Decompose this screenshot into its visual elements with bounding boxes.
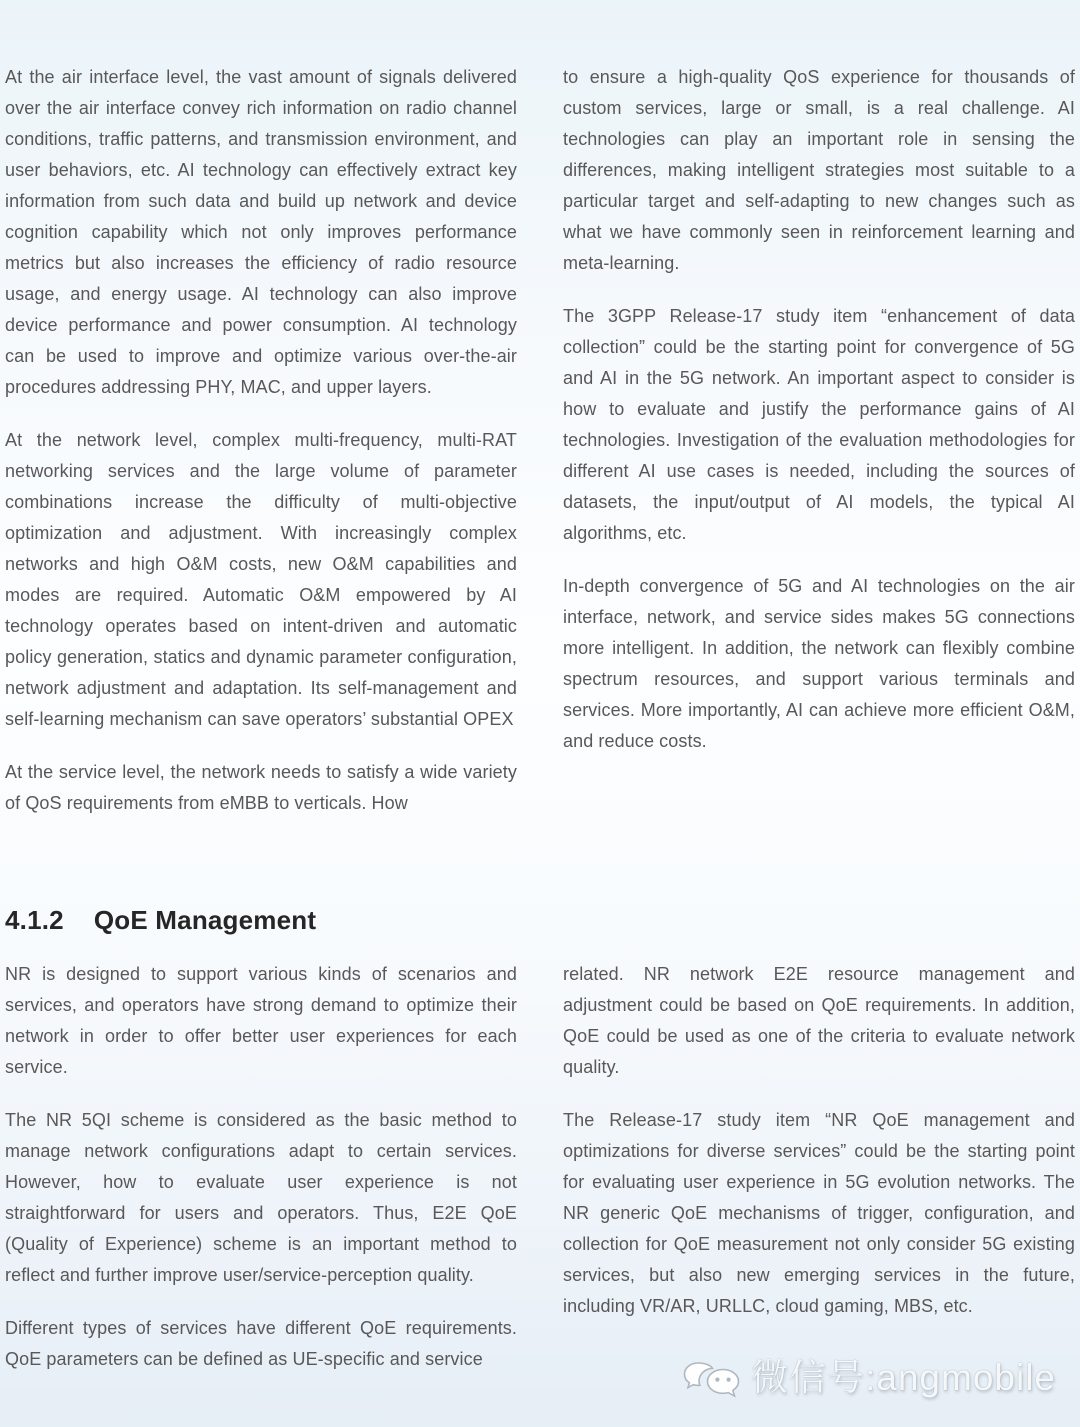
watermark-text: 微信号:angmobile bbox=[750, 1357, 1056, 1398]
paragraph-e2e-resource: related. NR network E2E resource management and adjustment could be based on QoE requirements. In addition, QoE could be used as one of the criteria to evaluate network quality. bbox=[563, 964, 1075, 1077]
top-section bbox=[5, 62, 1075, 819]
section-title: QoE Management bbox=[93, 905, 317, 935]
qoe-right-column bbox=[563, 959, 1075, 1375]
paragraph-service-level: At the service level, the network needs to satisfy a wide variety of QoS requirements from eMBB to verticals. How bbox=[5, 762, 517, 813]
top-left-column bbox=[5, 62, 517, 819]
paragraph-in-depth-convergence: In-depth convergence of 5G and AI technologies on the air interface, network, and service sides makes 5G connections more intelligent. In addition, the network can flexibly combine spectrum resources, and support various terminals and services. More importantly, AI can achieve more efficient O&M, and reduce costs. bbox=[563, 576, 1075, 751]
paragraph-network-level: At the network level, complex multi-frequency, multi-RAT networking services and the large volume of parameter combinations increase the difficulty of multi-objective optimization and adjustment. With increasingly complex networks and high O&M costs, new O&M capabilities and modes are required. Automatic O&M empowered by AI technology operates based on intent-driven and automatic policy generation, statics and dynamic parameter configuration, network adjustment and adaptation. Its self-management and self-learning mechanism can save operators’ substantial OPEX bbox=[5, 430, 517, 729]
paragraph-release17-data-collection: The 3GPP Release-17 study item “enhancement of data collection” could be the starting point for convergence of 5G and AI in the 5G network. An important aspect to consider is how to evaluate and justify the performance gains of AI technologies. Investigation of the evaluation methodologies for different AI use cases is needed, including the sources of datasets, the input/output of AI models, the typical AI algorithms, etc. bbox=[563, 306, 1075, 543]
paragraph-nr-scenarios: NR is designed to support various kinds of scenarios and services, and operators have strong demand to optimize their network in order to offer better user experiences for each service. bbox=[5, 964, 517, 1077]
paragraph-qoe-requirements: Different types of services have different QoE requirements. QoE parameters can be defined as UE-specific and service bbox=[5, 1318, 517, 1369]
qoe-section bbox=[5, 959, 1075, 1375]
paragraph-nr-5qi: The NR 5QI scheme is considered as the basic method to manage network configurations adapt to certain services. However, how to evaluate user experience is not straightforward for users and operators. Thus, E2E QoE (Quality of Experience) scheme is an important method to reflect and further improve user/service-perception quality. bbox=[5, 1110, 517, 1285]
paragraph-air-interface: At the air interface level, the vast amount of signals delivered over the air interface convey rich information on radio channel conditions, traffic patterns, and transmission environment, and user behaviors, etc. AI technology can effectively extract key information from such data and build up network and device cognition capability which not only improves performance metrics but also increases the efficiency of radio resource usage, and energy usage. AI technology can also improve device performance and power consumption. AI technology can be used to improve and optimize various over-the-air procedures addressing PHY, MAC, and upper layers. bbox=[5, 67, 517, 397]
section-number: 4.1.2 bbox=[5, 905, 64, 935]
top-right-column bbox=[563, 62, 1075, 819]
qoe-left-column bbox=[5, 959, 517, 1375]
paragraph-qos-challenge: to ensure a high-quality QoS experience for thousands of custom services, large or small, is a real challenge. AI technologies can play an important role in sensing the differences, making intelligent strategies most suitable to a particular target and self-adapting to new changes such as what we have commonly seen in reinforcement learning and meta-learning. bbox=[563, 67, 1075, 273]
paragraph-release17-qoe: The Release-17 study item “NR QoE management and optimizations for diverse services” could be the starting point for evaluating user experience in 5G evolution networks. The NR generic QoE mechanisms of trigger, configuration, and collection for QoE measurement not only consider 5G existing services, but also new emerging services in the future, including VR/AR, URLLC, cloud gaming, MBS, etc. bbox=[563, 1110, 1075, 1316]
section-heading bbox=[5, 902, 1075, 938]
